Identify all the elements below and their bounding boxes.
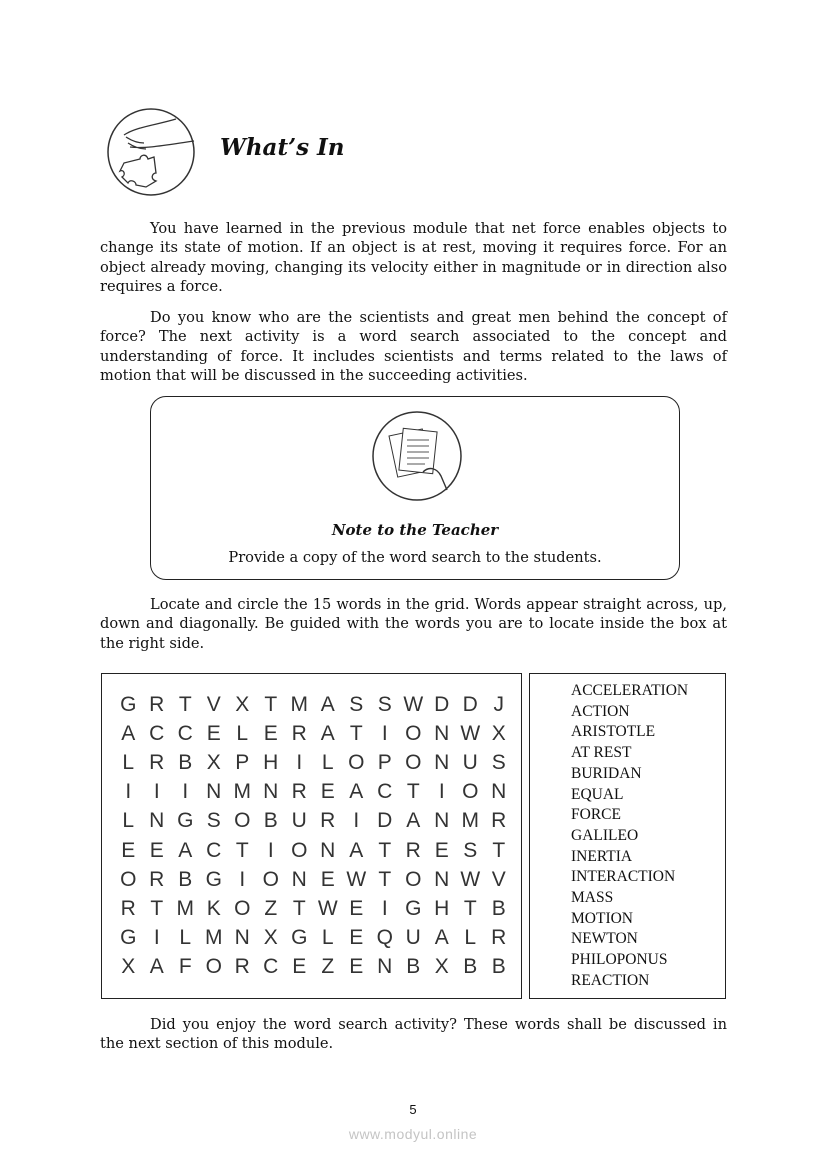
grid-cell[interactable]: G — [405, 896, 422, 920]
word-list-item: INTERACTION — [571, 868, 676, 886]
grid-cell[interactable]: V — [206, 692, 221, 716]
grid-cell[interactable]: H — [263, 750, 279, 774]
grid-cell[interactable]: X — [491, 721, 506, 745]
paragraph-2: Do you know who are the scientists and great men behind the concept of force? The next activity is a word search associated to the concept and understanding of force. It includes scientists and terms related to the laws of motion that will be discussed in the succeeding activities. — [100, 309, 727, 385]
grid-cell[interactable]: T — [150, 896, 164, 920]
grid-cell[interactable]: R — [149, 692, 165, 716]
grid-cell[interactable]: O — [205, 955, 222, 979]
grid-cell[interactable]: N — [491, 780, 507, 804]
grid-cell[interactable]: D — [377, 809, 393, 833]
grid-cell[interactable]: V — [491, 867, 506, 891]
grid-cell[interactable]: O — [234, 896, 251, 920]
word-list-item: EQUAL — [571, 785, 624, 803]
grid-cell[interactable]: O — [348, 750, 365, 774]
grid-cell[interactable]: A — [349, 838, 364, 862]
grid-cell[interactable]: Q — [376, 926, 393, 950]
grid-cell[interactable]: E — [349, 926, 364, 950]
grid-cell[interactable]: A — [320, 692, 335, 716]
grid-cell[interactable]: I — [381, 896, 388, 920]
grid-cell[interactable]: I — [296, 750, 303, 774]
word-list-item: BURIDAN — [571, 764, 642, 782]
word-list-box — [529, 673, 726, 999]
puzzle-hand-icon — [106, 107, 196, 201]
word-list-item: ACCELERATION — [571, 682, 689, 699]
grid-cell[interactable]: B — [491, 896, 506, 920]
grid-cell[interactable]: I — [153, 926, 160, 950]
grid-cell[interactable]: R — [405, 838, 421, 862]
grid-cell[interactable]: W — [346, 867, 367, 891]
grid-cell[interactable]: I — [353, 809, 360, 833]
grid-cell[interactable]: B — [463, 955, 478, 979]
grid-cell[interactable]: N — [434, 867, 450, 891]
grid-cell[interactable]: W — [403, 692, 424, 716]
grid-cell[interactable]: E — [434, 838, 449, 862]
word-list-item: FORCE — [571, 806, 621, 824]
grid-cell[interactable]: M — [176, 896, 194, 920]
grid-cell[interactable]: I — [125, 780, 132, 804]
grid-cell[interactable]: T — [349, 721, 363, 745]
grid-cell[interactable]: P — [377, 750, 392, 774]
grid-cell[interactable]: L — [179, 926, 192, 950]
grid-cell[interactable]: S — [463, 838, 478, 862]
grid-cell[interactable]: W — [460, 867, 481, 891]
grid-cell[interactable]: M — [461, 809, 479, 833]
grid-cell[interactable]: O — [262, 867, 279, 891]
grid-cell[interactable]: N — [434, 721, 450, 745]
grid-cell[interactable]: R — [320, 809, 336, 833]
grid-cell[interactable]: E — [149, 838, 164, 862]
grid-cell[interactable]: L — [464, 926, 477, 950]
grid-cell[interactable]: R — [491, 926, 507, 950]
grid-cell[interactable]: R — [491, 809, 507, 833]
grid-cell[interactable]: P — [235, 750, 250, 774]
grid-cell[interactable]: A — [178, 838, 193, 862]
grid-cell[interactable]: X — [121, 955, 136, 979]
grid-cell[interactable]: L — [236, 721, 249, 745]
grid-cell[interactable]: X — [235, 692, 250, 716]
grid-cell[interactable]: C — [263, 955, 279, 979]
grid-cell[interactable]: C — [177, 721, 193, 745]
grid-cell[interactable]: M — [290, 692, 308, 716]
grid-cell[interactable]: S — [377, 692, 392, 716]
grid-cell[interactable]: B — [178, 867, 193, 891]
grid-cell[interactable]: A — [149, 955, 164, 979]
grid-cell[interactable]: A — [320, 721, 335, 745]
grid-cell[interactable]: M — [233, 780, 251, 804]
grid-cell[interactable]: E — [263, 721, 278, 745]
grid-cell[interactable]: O — [120, 867, 137, 891]
grid-cell[interactable]: B — [406, 955, 421, 979]
grid-cell[interactable]: R — [291, 721, 307, 745]
grid-cell[interactable]: B — [263, 809, 278, 833]
grid-cell[interactable]: N — [263, 780, 279, 804]
grid-cell[interactable]: T — [264, 692, 278, 716]
word-list — [571, 681, 688, 992]
teacher-note-box — [150, 396, 680, 580]
grid-cell[interactable]: R — [234, 955, 250, 979]
grid-cell[interactable]: B — [491, 955, 506, 979]
grid-cell[interactable]: X — [263, 926, 278, 950]
grid-cell[interactable]: N — [234, 926, 250, 950]
page-number: 5 — [409, 1102, 417, 1117]
grid-cell[interactable]: M — [205, 926, 223, 950]
grid-cell[interactable]: X — [434, 955, 449, 979]
grid-cell[interactable]: I — [182, 780, 189, 804]
grid-cell[interactable]: O — [405, 750, 422, 774]
grid-cell[interactable]: T — [292, 896, 306, 920]
section-title: What’s In — [220, 134, 345, 161]
grid-cell[interactable]: O — [234, 809, 251, 833]
grid-cell[interactable]: T — [378, 838, 392, 862]
grid-cell[interactable]: E — [349, 896, 364, 920]
grid-cell[interactable]: S — [491, 750, 506, 774]
paragraph-1: You have learned in the previous module that net force enables objects to change its state of motion. If an object is at rest, moving it requires force. For an object already moving, changing its velocity either in magnitude or in direction also requires a force. — [100, 220, 727, 295]
grid-cell[interactable]: E — [292, 955, 307, 979]
papers-icon — [371, 410, 463, 506]
grid-cell[interactable]: U — [405, 926, 421, 950]
grid-cell[interactable]: W — [460, 721, 481, 745]
word-search-grid — [114, 690, 513, 982]
word-list-item: REACTION — [571, 971, 650, 989]
grid-cell[interactable]: U — [291, 809, 307, 833]
word-list-item: GALILEO — [571, 826, 639, 844]
grid-cell[interactable]: G — [120, 926, 137, 950]
grid-cell[interactable]: T — [178, 692, 192, 716]
grid-cell[interactable]: B — [178, 750, 193, 774]
grid-cell[interactable]: N — [206, 780, 222, 804]
grid-cell[interactable]: A — [349, 780, 364, 804]
grid-cell[interactable]: G — [205, 867, 222, 891]
word-list-item: PHILOPONUS — [571, 951, 668, 969]
grid-cell[interactable]: C — [206, 838, 222, 862]
grid-cell[interactable]: L — [321, 926, 334, 950]
word-list-item: ACTION — [571, 702, 630, 720]
grid-cell[interactable]: J — [493, 692, 504, 716]
word-list-item: INERTIA — [571, 847, 633, 865]
word-list-item: NEWTON — [571, 930, 638, 948]
grid-cell[interactable]: U — [462, 750, 478, 774]
grid-cell[interactable]: Z — [264, 896, 278, 920]
grid-cell[interactable]: N — [377, 955, 393, 979]
grid-cell[interactable]: I — [153, 780, 160, 804]
grid-cell[interactable]: I — [438, 780, 445, 804]
grid-cell[interactable]: R — [120, 896, 136, 920]
grid-cell[interactable]: E — [121, 838, 136, 862]
word-list-item: AT REST — [571, 744, 632, 762]
grid-cell[interactable]: E — [349, 955, 364, 979]
grid-cell[interactable]: Z — [321, 955, 335, 979]
grid-cell[interactable]: G — [177, 809, 194, 833]
grid-cell[interactable]: K — [206, 896, 221, 920]
closing-text: Did you enjoy the word search activity? These words shall be discussed in the next section of this module. — [100, 1016, 727, 1053]
grid-cell[interactable]: A — [434, 926, 449, 950]
grid-cell[interactable]: L — [122, 750, 135, 774]
word-list-item: MASS — [571, 889, 614, 907]
grid-cell[interactable]: O — [291, 838, 308, 862]
watermark: www.modyul.online — [348, 1126, 478, 1142]
grid-cell[interactable]: O — [405, 721, 422, 745]
grid-cell[interactable]: N — [149, 809, 165, 833]
grid-cell[interactable]: E — [320, 867, 335, 891]
grid-cell[interactable]: E — [320, 780, 335, 804]
grid-cell[interactable]: O — [462, 780, 479, 804]
grid-cell[interactable]: N — [291, 867, 307, 891]
grid-cell[interactable]: N — [434, 750, 450, 774]
grid-cell[interactable]: I — [381, 721, 388, 745]
grid-cell[interactable]: R — [149, 867, 165, 891]
word-list-item: ARISTOTLE — [571, 723, 656, 741]
closing — [100, 1015, 727, 1054]
word-search-grid-box — [101, 673, 522, 999]
grid-cell[interactable]: S — [206, 809, 221, 833]
grid-cell[interactable]: L — [321, 750, 334, 774]
intro-paragraphs — [100, 219, 727, 385]
grid-cell[interactable]: T — [235, 838, 249, 862]
teacher-note-title: Note to the Teacher — [331, 521, 499, 539]
grid-cell[interactable]: N — [434, 809, 450, 833]
grid-cell[interactable]: A — [121, 721, 136, 745]
grid-cell[interactable]: D — [462, 692, 478, 716]
grid-cell[interactable]: I — [239, 867, 246, 891]
grid-cell[interactable]: T — [463, 896, 477, 920]
grid-cell[interactable]: C — [377, 780, 393, 804]
grid-cell[interactable]: C — [149, 721, 165, 745]
grid-cell[interactable]: G — [291, 926, 308, 950]
grid-cell[interactable]: T — [378, 867, 392, 891]
grid-cell[interactable]: N — [320, 838, 336, 862]
grid-cell[interactable]: R — [149, 750, 165, 774]
grid-cell[interactable]: D — [434, 692, 450, 716]
grid-cell[interactable]: I — [267, 838, 274, 862]
grid-cell[interactable]: L — [122, 809, 135, 833]
instructions — [100, 595, 727, 653]
grid-cell[interactable]: G — [120, 692, 137, 716]
grid-cell[interactable]: H — [434, 896, 450, 920]
grid-cell[interactable]: T — [406, 780, 420, 804]
grid-cell[interactable]: R — [291, 780, 307, 804]
instructions-text: Locate and circle the 15 words in the grid. Words appear straight across, up, down and diagonally. Be guided with the words you are to locate inside the box at the right side. — [100, 596, 727, 652]
grid-cell[interactable]: X — [206, 750, 221, 774]
teacher-note-text: Provide a copy of the word search to the students. — [228, 549, 602, 566]
grid-cell[interactable]: A — [406, 809, 421, 833]
grid-cell[interactable]: E — [206, 721, 221, 745]
word-list-item: MOTION — [571, 909, 633, 927]
grid-cell[interactable]: O — [405, 867, 422, 891]
grid-cell[interactable]: S — [349, 692, 364, 716]
grid-cell[interactable]: W — [317, 896, 338, 920]
grid-cell[interactable]: F — [178, 955, 192, 979]
grid-cell[interactable]: T — [492, 838, 506, 862]
